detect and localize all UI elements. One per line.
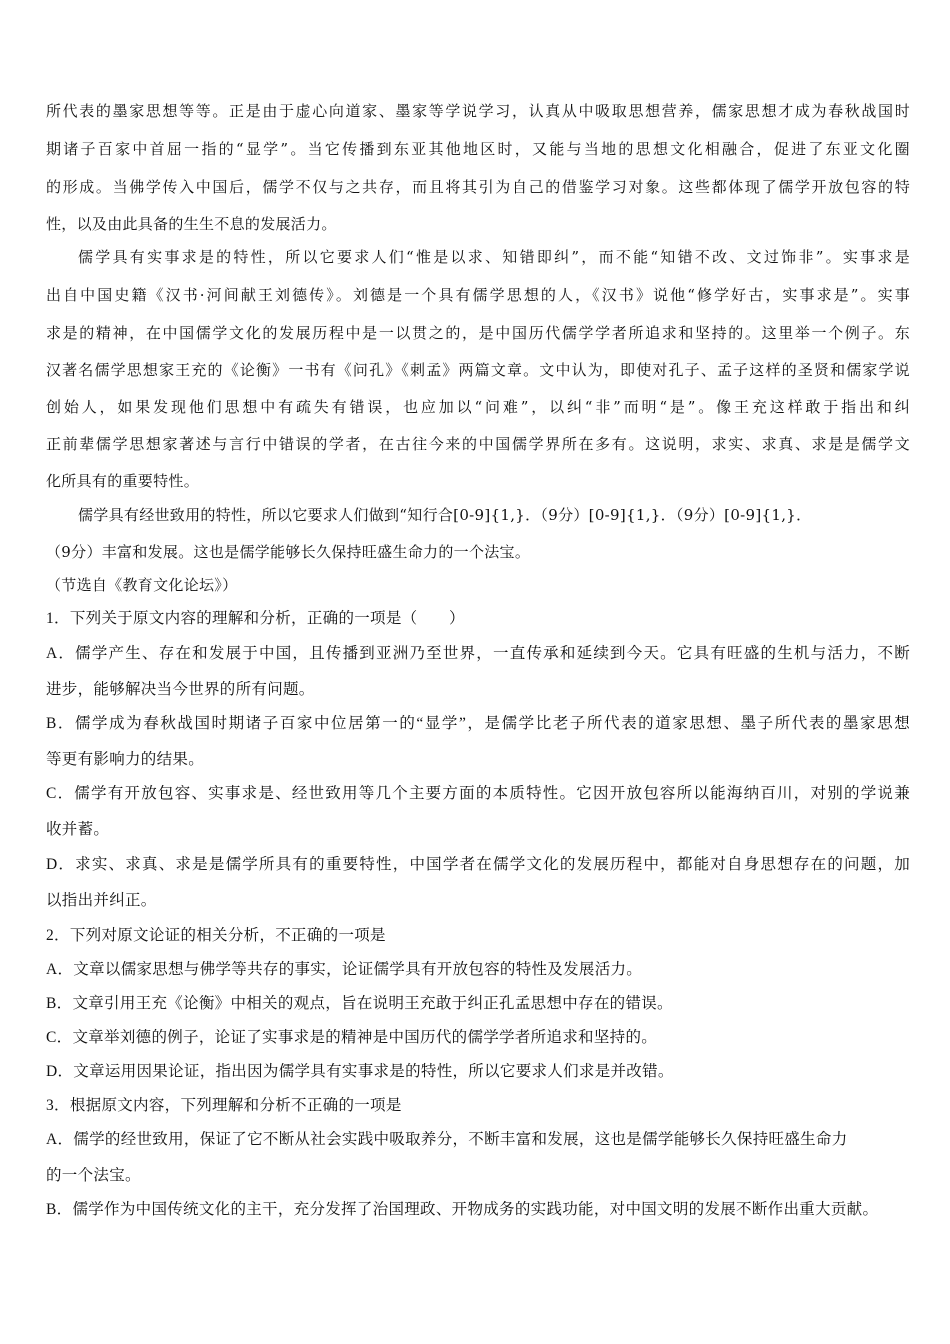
passage-line: 期诸子百家中首屈一指的“显学”。当它传播到东亚其他地区时，又能与当地的思想文化相融合，促进了东亚文化圈 (46, 140, 910, 158)
passage-line: 化所具有的重要特性。 (46, 472, 200, 490)
question-1-option-a-cont: 进步，能够解决当今世界的所有问题。 (46, 681, 315, 698)
passage-line: 性，以及由此具备的生生不息的发展活力。 (46, 215, 337, 233)
passage-line: 儒学具有经世致用的特性，所以它要求人们做到“知行合[0-9]{1,}．（9分）[0-9]{1,}．（9分）[0-9]{1,}． (78, 506, 812, 524)
passage-line: 出自中国史籍《汉书·河间献王刘德传》。刘德是一个具有儒学思想的人，《汉书》说他“修学好古，实事求是”。实事 (46, 286, 910, 304)
question-1-option-d-cont: 以指出并纠正。 (46, 892, 157, 909)
question-2-option-b: B．文章引用王充《论衡》中相关的观点，旨在说明王充敢于纠正孔孟思想中存在的错误。 (46, 995, 673, 1012)
question-3-option-a-cont: 的一个法宝。 (46, 1167, 141, 1184)
question-1-option-a: A．儒学产生、存在和发展于中国，且传播到亚洲乃至世界，一直传承和延续到今天。它具有旺盛的生机与活力，不断 (46, 645, 910, 662)
question-1-option-c: C．儒学有开放包容、实事求是、经世致用等几个主要方面的本质特性。它因开放包容所以能海纳百川，对别的学说兼 (46, 785, 910, 802)
question-1-stem: 1．下列关于原文内容的理解和分析，正确的一项是（ ） (46, 610, 465, 627)
passage-line: 求是的精神，在中国儒学文化的发展历程中是一以贯之的，是中国历代儒学学者所追求和坚持的。这里举一个例子。东 (46, 324, 910, 342)
passage-line: 创始人，如果发现他们思想中有疏失有错误，也应加以“问难”，以纠“非”而明“是”。像王充这样敢于指出和纠 (46, 398, 910, 416)
passage-line: （9分）丰富和发展。这也是儒学能够长久保持旺盛生命力的一个法宝。 (46, 543, 531, 561)
passage-line: 正前辈儒学思想家著述与言行中错误的学者，在古往今来的中国儒学界所在多有。这说明，求实、求真、求是是儒学文 (46, 435, 910, 453)
question-2-option-d: D．文章运用因果论证，指出因为儒学具有实事求是的特性，所以它要求人们求是并改错。 (46, 1063, 674, 1080)
question-3-stem: 3．根据原文内容，下列理解和分析不正确的一项是 (46, 1097, 402, 1114)
passage-line: 儒学具有实事求是的特性，所以它要求人们“惟是以求、知错即纠”，而不能“知错不改、文过饰非”。实事求是 (78, 248, 910, 266)
question-1-option-d: D．求实、求真、求是是儒学所具有的重要特性，中国学者在儒学文化的发展历程中，都能对自身思想存在的问题，加 (46, 856, 910, 873)
question-2-option-c: C．文章举刘德的例子，论证了实事求是的精神是中国历代的儒学学者所追求和坚持的。 (46, 1029, 658, 1046)
passage-line: 所代表的墨家思想等等。正是由于虚心向道家、墨家等学说学习，认真从中吸取思想营养，儒家思想才成为春秋战国时 (46, 102, 910, 120)
passage-line: 汉著名儒学思想家王充的《论衡》一书有《问孔》《刺孟》两篇文章。文中认为，即使对孔子、孟子这样的圣贤和儒家学说 (46, 361, 910, 379)
question-3-option-a: A．儒学的经世致用，保证了它不断从社会实践中吸取养分，不断丰富和发展，这也是儒学能够长久保持旺盛生命力 (46, 1131, 848, 1148)
source-note: （节选自《教育文化论坛》） (46, 576, 238, 594)
question-1-option-b-cont: 等更有影响力的结果。 (46, 751, 205, 768)
question-1-option-b: B．儒学成为春秋战国时期诸子百家中位居第一的“显学”，是儒学比老子所代表的道家思想、墨子所代表的墨家思想 (46, 715, 910, 732)
question-3-option-b: B．儒学作为中国传统文化的主干，充分发挥了治国理政、开物成务的实践功能，对中国文明的发展不断作出重大贡献。 (46, 1201, 879, 1218)
question-1-option-c-cont: 收并蓄。 (46, 821, 110, 838)
passage-line: 的形成。当佛学传入中国后，儒学不仅与之共存，而且将其引为自己的借鉴学习对象。这些都体现了儒学开放包容的特 (46, 178, 910, 196)
question-2-option-a: A．文章以儒家思想与佛学等共存的事实，论证儒学具有开放包容的特性及发展活力。 (46, 961, 643, 978)
question-2-stem: 2．下列对原文论证的相关分析，不正确的一项是 (46, 927, 386, 944)
